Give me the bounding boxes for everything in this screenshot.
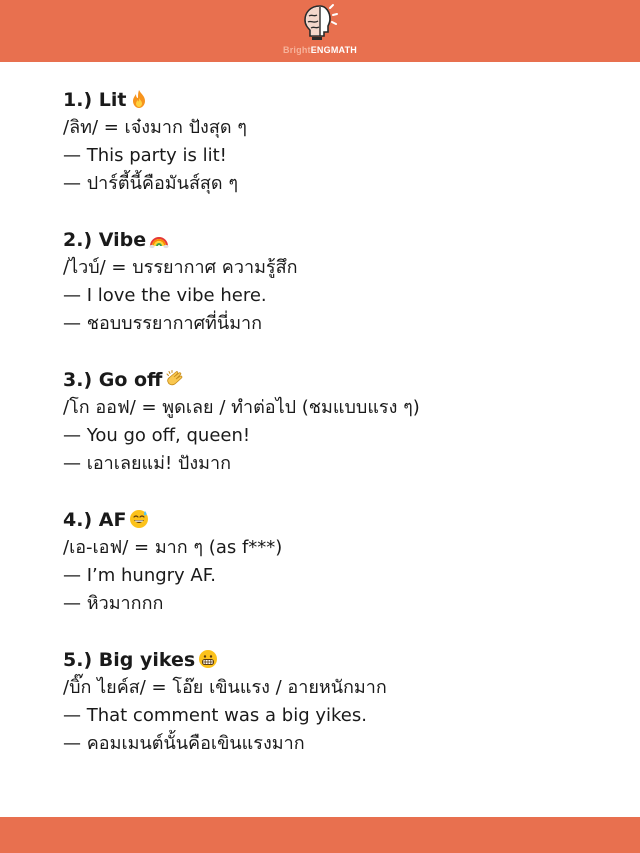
- brand-logo: [260, 2, 380, 60]
- pronunciation-line: /เอ-เอฟ/ = มาก ๆ (as f***): [63, 537, 283, 558]
- example-thai: — ชอบบรรยากาศที่นี่มาก: [63, 313, 263, 334]
- example-english: — I’m hungry AF.: [63, 565, 216, 586]
- example-english: — That comment was a big yikes.: [63, 705, 367, 726]
- slang-entry: [63, 226, 623, 366]
- example-thai: — เอาเลยแม่! ปังมาก: [63, 453, 232, 474]
- example-english: — This party is lit!: [63, 145, 227, 166]
- slang-list: [63, 86, 623, 786]
- brand-name-part1: Bright: [283, 45, 311, 55]
- slang-entry: [63, 366, 623, 506]
- slang-word: 1.) Lit: [63, 89, 127, 111]
- example-thai: — ปาร์ตี้นี้คือมันส์สุด ๆ: [63, 173, 238, 194]
- slang-entry: [63, 86, 623, 226]
- pronunciation-line: /ไวบ์/ = บรรยากาศ ความรู้สึก: [63, 257, 298, 278]
- slang-word: 4.) AF: [63, 509, 127, 531]
- clapping-hands-icon: [165, 369, 185, 389]
- grimacing-face-icon: [198, 649, 218, 669]
- slang-entry: [63, 646, 623, 786]
- rainbow-icon: [149, 229, 169, 249]
- slang-word: 2.) Vibe: [63, 229, 147, 251]
- slang-word: 3.) Go off: [63, 369, 163, 391]
- example-thai: — หิวมากกก: [63, 593, 164, 614]
- slang-entry: [63, 506, 623, 646]
- header-bar: [0, 0, 640, 62]
- footer-bar: [0, 817, 640, 853]
- example-thai: — คอมเมนต์นั้นคือเขินแรงมาก: [63, 733, 305, 754]
- example-english: — You go off, queen!: [63, 425, 251, 446]
- pronunciation-line: /บิ๊ก ไยค์ส/ = โอ๊ย เขินแรง / อายหนักมาก: [63, 677, 387, 698]
- example-english: — I love the vibe here.: [63, 285, 267, 306]
- pronunciation-line: /โก ออฟ/ = พูดเลย / ทำต่อไป (ชมแบบแรง ๆ): [63, 397, 420, 418]
- sweat-smile-icon: [129, 509, 149, 529]
- brain-bulb-icon: [296, 2, 344, 44]
- brand-name-part2: ENGMATH: [310, 45, 357, 55]
- pronunciation-line: /ลิท/ = เจ๋งมาก ปังสุด ๆ: [63, 117, 247, 138]
- fire-icon: [129, 89, 149, 109]
- slang-word: 5.) Big yikes: [63, 649, 196, 671]
